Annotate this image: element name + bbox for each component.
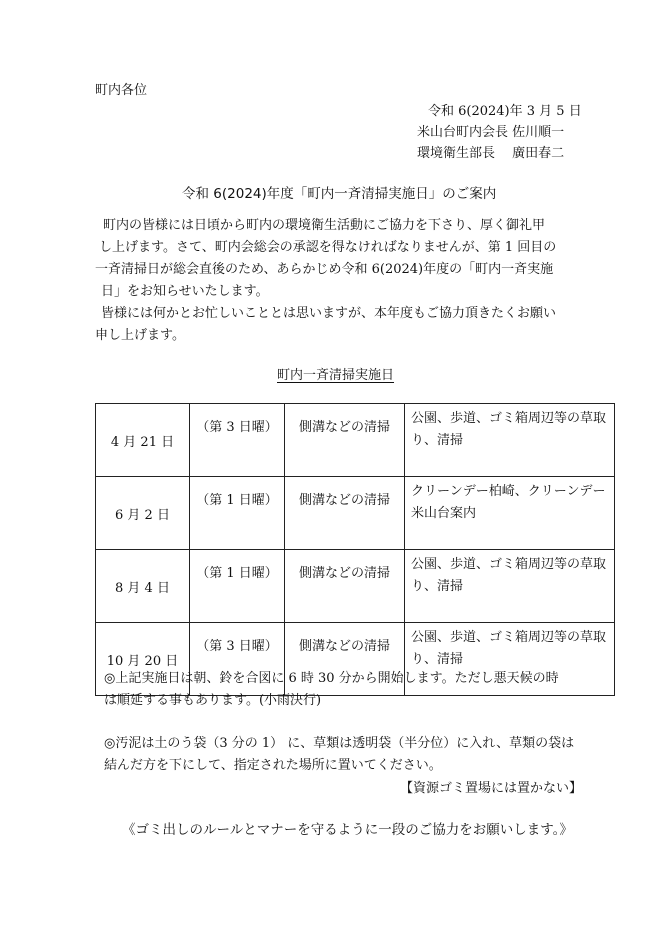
schedule-week: （第 3 日曜）	[190, 404, 285, 477]
recipient: 町内各位	[95, 83, 148, 98]
note-line: は順延する事もあります。(小雨決行)	[104, 693, 322, 708]
closing-request: 《ゴミ出しのルールとマナーを守るように一段のご協力をお願いします。》	[122, 822, 573, 838]
note-start-time	[104, 668, 559, 712]
schedule-date: 6 月 2 日	[96, 477, 190, 550]
schedule-date: 4 月 21 日	[96, 404, 190, 477]
schedule-kind: 側溝などの清掃	[285, 623, 405, 696]
sender-chairman: 米山台町内会長 佐川順一	[417, 125, 565, 140]
intro-paragraph	[95, 215, 556, 347]
schedule-week: （第 1 日曜）	[190, 550, 285, 623]
intro-line: 日」をお知らせいたします。	[101, 284, 269, 299]
schedule-note: 公園、歩道、ゴミ箱周辺等の草取り、清掃	[405, 404, 615, 477]
schedule-date: 8 月 4 日	[96, 550, 190, 623]
intro-line: 皆様には何かとお忙しいこととは思いますが、本年度もご協力頂きたくお願い	[101, 306, 557, 321]
schedule-kind: 側溝などの清掃	[285, 477, 405, 550]
note-warning: 【資源ゴミ置場には置かない】	[399, 781, 582, 796]
note-line: ◎汚泥は土のう袋（3 分の 1） に、草類は透明袋（半分位）に入れ、草類の袋は	[104, 736, 575, 751]
note-waste-bags	[104, 733, 574, 777]
schedule-note: 公園、歩道、ゴミ箱周辺等の草取り、清掃	[405, 550, 615, 623]
table-row	[96, 477, 615, 550]
intro-line: 町内の皆様には日頃から町内の環境衛生活動にご協力を下さり、厚く御礼甲	[103, 218, 546, 233]
schedule-kind: 側溝などの清掃	[285, 404, 405, 477]
table-row	[96, 404, 615, 477]
page-title: 令和 6(2024)年度「町内一斉清掃実施日」のご案内	[182, 186, 497, 202]
schedule-week: （第 3 日曜）	[190, 623, 285, 696]
schedule-title: 町内一斉清掃実施日	[277, 368, 395, 383]
schedule-date: 10 月 20 日	[96, 623, 190, 696]
schedule-note: 公園、歩道、ゴミ箱周辺等の草取り、清掃	[405, 623, 615, 696]
intro-line: 申し上げます。	[95, 328, 185, 343]
schedule-week: （第 1 日曜）	[190, 477, 285, 550]
schedule-table	[95, 403, 615, 696]
intro-line: 一斉清掃日が総会直後のため、あらかじめ令和 6(2024)年度の「町内一斉実施	[95, 262, 554, 277]
intro-line: し上げます。さて、町内会総会の承認を得なければなりませんが、第 1 回目の	[99, 240, 557, 255]
sender-department-head: 環境衛生部長 廣田春二	[417, 146, 565, 161]
schedule-note: クリーンデー柏崎、クリーンデー米山台案内	[405, 477, 615, 550]
note-line: ◎上記実施日は朝、鈴を合図に 6 時 30 分から開始します。ただし悪天候の時	[104, 671, 559, 686]
table-row	[96, 550, 615, 623]
document-date: 令和 6(2024)年 3 月 5 日	[428, 104, 582, 119]
note-line: 結んだ方を下にして、指定された場所に置いてください。	[104, 758, 442, 773]
schedule-kind: 側溝などの清掃	[285, 550, 405, 623]
